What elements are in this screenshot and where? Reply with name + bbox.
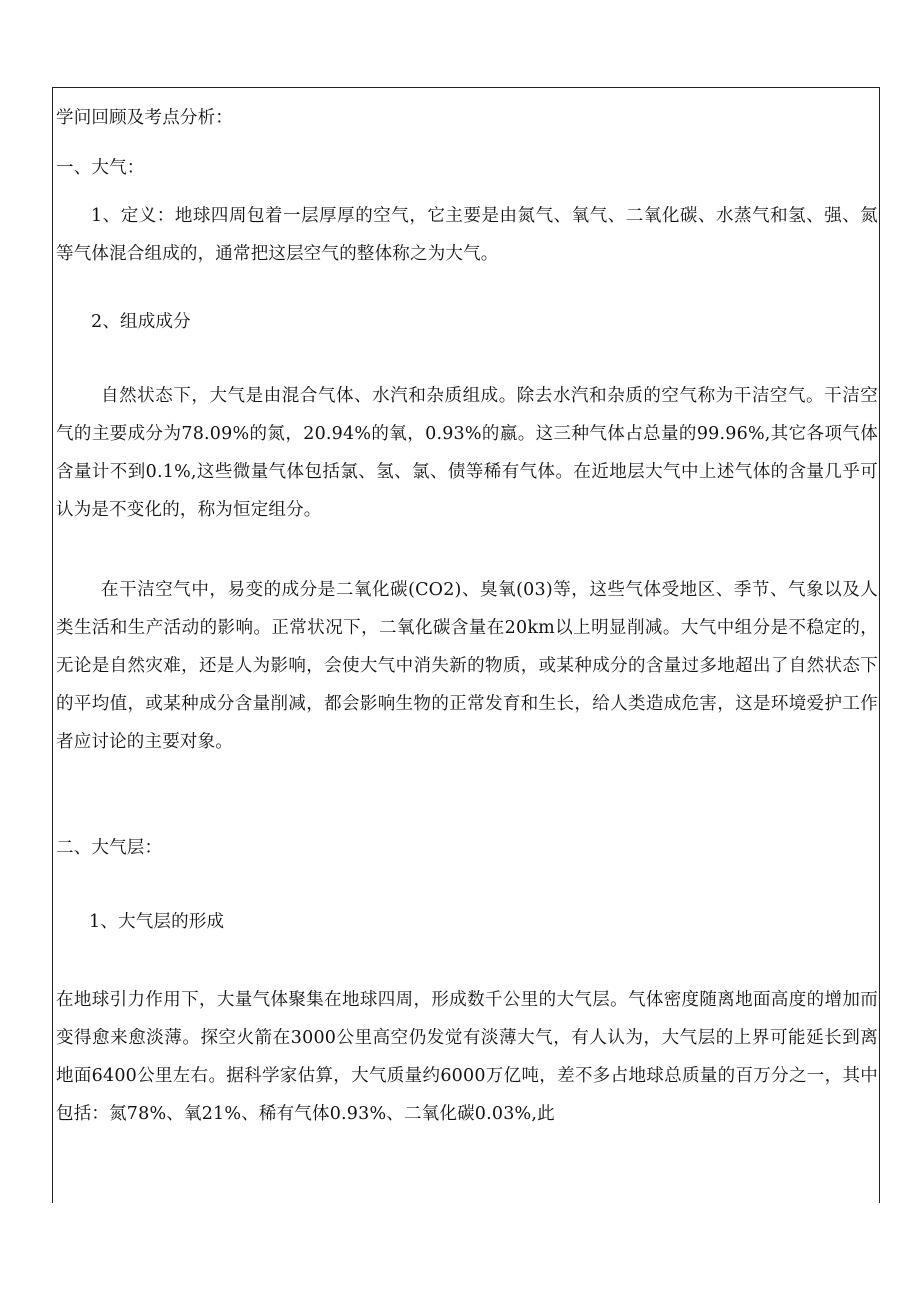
formation-title: 1、大气层的形成 — [89, 912, 225, 932]
composition-paragraph-1: 自然状态下，大气是由混合气体、水汽和杂质组成。除去水汽和杂质的空气称为干洁空气。干洁空气的主要成分为78.09%的氮，20.94%的氧，0.93%的嬴。这三种气体占总量的99.96%,其它各项气体含量计不到0.1%,这些微量气体包括氯、氢、氯、债等稀有气体。在近地层大气中上述气体的含量几乎可认为是不变化的，称为恒定组分。 — [56, 386, 878, 520]
review-heading: 学问回顾及考点分析： — [56, 108, 233, 128]
composition-paragraph-2: 在干洁空气中，易变的成分是二氧化碳(CO2)、臭氧(03)等，这些气体受地区、季节、气象以及人类生活和生产活动的影响。正常状况下，二氧化碳含量在20km以上明显削减。大气中组分是不稳定的，无论是自然灾难，还是人为影响，会使大气中消失新的物质，或某种成分的含量过多地超出了自然状态下的平均值，或某种成分含量削减，都会影响生物的正常发育和生长，给人类造成危害，这是环境爱护工作者应讨论的主要对象。 — [56, 580, 878, 752]
section-title-atmosphere-layer: 二、大气层： — [56, 838, 163, 858]
section-title-atmosphere: 一、大气： — [56, 158, 145, 178]
table-border-right — [879, 1167, 880, 1203]
composition-title: 2、组成成分 — [91, 312, 191, 332]
definition-paragraph: 1、定义：地球四周包着一层厚厚的空气，它主要是由氮气、氧气、二氧化碳、水蒸气和氢、强、氮等气体混合组成的，通常把这层空气的整体称之为大气。 — [56, 206, 878, 264]
table-border-left — [52, 1167, 53, 1203]
formation-paragraph-1: 在地球引力作用下，大量气体聚集在地球四周，形成数千公里的大气层。气体密度随离地面高度的增加而变得愈来愈淡薄。探空火箭在3000公里高空仍发觉有淡薄大气，有人认为，大气层的上界可能延长到离地面6400公里左右。据科学家估算，大气质量约6000万亿吨，差不多占地球总质量的百万分之一，其中包括：氮78%、氧21%、稀有气体0.93%、二氧化碳0.03%,此 — [56, 990, 878, 1124]
